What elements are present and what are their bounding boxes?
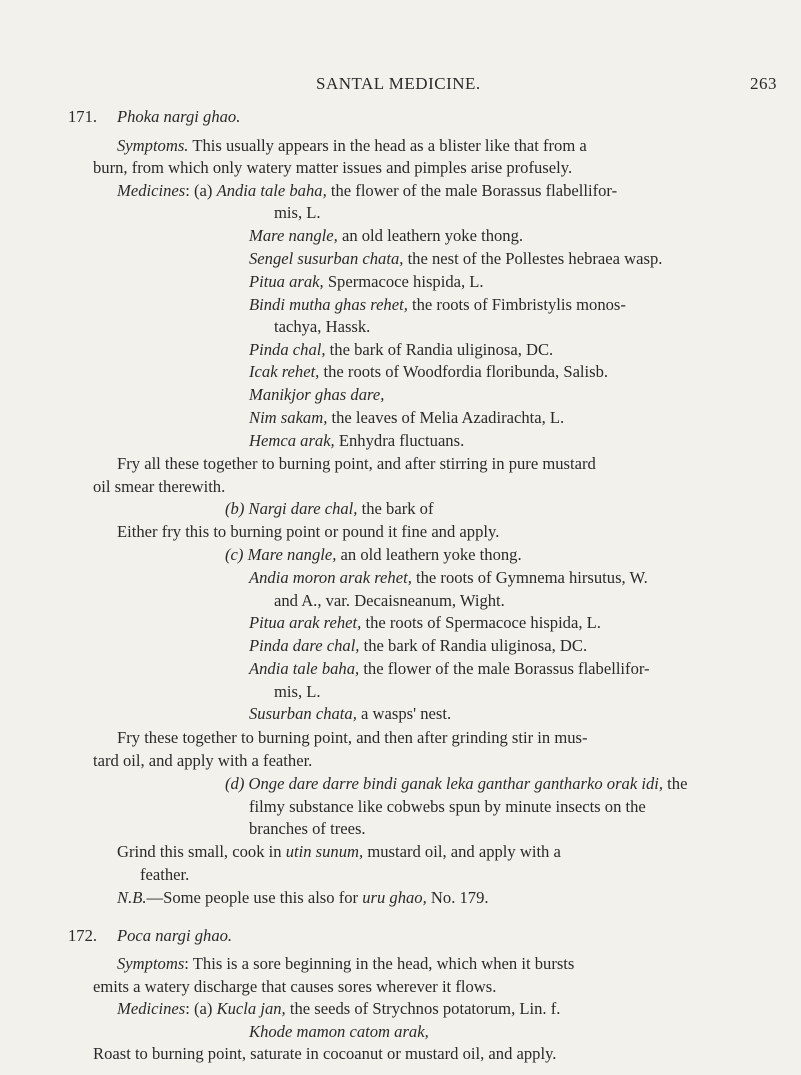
paragraph-line: feather. bbox=[140, 865, 190, 884]
medicine-line: Sengel susurban chata, the nest of the Pollestes hebraea wasp. bbox=[249, 249, 663, 268]
medicine-line: Medicines: (a) Kucla jan, the seeds of Strychnos potatorum, Lin. f. bbox=[117, 999, 561, 1018]
medicine-line: mis, L. bbox=[274, 682, 321, 701]
medicine-line: branches of trees. bbox=[249, 819, 366, 838]
medicine-line: Pitua arak rehet, the roots of Spermacoce hispida, L. bbox=[249, 613, 601, 632]
paragraph-line: Roast to burning point, saturate in cocoanut or mustard oil, and apply. bbox=[93, 1044, 557, 1063]
medicines-label: Medicines bbox=[117, 999, 186, 1018]
medicine-line: Manikjor ghas dare, bbox=[249, 385, 385, 404]
running-header bbox=[0, 74, 801, 96]
medicine-line: Susurban chata, a wasps' nest. bbox=[249, 704, 452, 723]
medicine-line: Pinda dare chal, the bark of Randia uliginosa, DC. bbox=[249, 636, 588, 655]
paragraph-line: tard oil, and apply with a feather. bbox=[93, 751, 313, 770]
medicine-line: Medicines: (a) Andia tale baha, the flower of the male Borassus flabellifor- bbox=[117, 181, 618, 200]
paragraph-line: oil smear therewith. bbox=[93, 477, 226, 496]
page-number: 263 bbox=[750, 74, 777, 93]
medicine-line: Mare nangle, an old leathern yoke thong. bbox=[249, 226, 524, 245]
medicine-line: mis, L. bbox=[274, 203, 321, 222]
medicine-line: filmy substance like cobwebs spun by minute insects on the bbox=[249, 797, 646, 816]
medicine-line: Pitua arak, Spermacoce hispida, L. bbox=[249, 272, 484, 291]
paragraph-line: Symptoms. This usually appears in the head as a blister like that from a bbox=[117, 136, 587, 155]
entry-number: 172. bbox=[68, 926, 98, 945]
paragraph-line: Symptoms: This is a sore beginning in the head, which when it bursts bbox=[117, 954, 575, 973]
paragraph-line: Fry these together to burning point, and then after grinding stir in mus- bbox=[117, 728, 588, 747]
medicine-line: Icak rehet, the roots of Woodfordia floribunda, Salisb. bbox=[249, 362, 609, 381]
medicines-label: Medicines bbox=[117, 181, 186, 200]
medicine-line: Bindi mutha ghas rehet, the roots of Fimbristylis monos- bbox=[249, 295, 626, 314]
paragraph-line: Fry all these together to burning point, and after stirring in pure mustard bbox=[117, 454, 596, 473]
header-title: SANTAL MEDICINE. bbox=[316, 74, 481, 93]
medicine-line: Hemca arak, Enhydra fluctuans. bbox=[249, 431, 465, 450]
medicine-line: Khode mamon catom arak, bbox=[249, 1022, 429, 1041]
paragraph-line: burn, from which only watery matter issues and pimples arise profusely. bbox=[93, 158, 573, 177]
paragraph-line: Either fry this to burning point or pound it fine and apply. bbox=[117, 522, 500, 541]
medicine-line: (d) Onge dare darre bindi ganak leka ganthar gantharko orak idi, the bbox=[225, 774, 688, 793]
paragraph-line: emits a watery discharge that causes sores wherever it flows. bbox=[93, 977, 497, 996]
symptoms-label: Symptoms. bbox=[117, 136, 189, 155]
medicine-line: Andia moron arak rehet, the roots of Gymnema hirsutus, W. bbox=[249, 568, 648, 587]
medicine-line: (b) Nargi dare chal, the bark of bbox=[225, 499, 434, 518]
entry-number: 171. bbox=[68, 107, 98, 126]
medicine-line: tachya, Hassk. bbox=[274, 317, 371, 336]
medicine-line: Nim sakam, the leaves of Melia Azadirachta, L. bbox=[249, 408, 565, 427]
entry-title: Poca nargi ghao. bbox=[117, 926, 233, 945]
entry-title: Phoka nargi ghao. bbox=[117, 107, 241, 126]
symptoms-label: Symptoms bbox=[117, 954, 185, 973]
note-line: N.B.—Some people use this also for uru ghao, No. 179. bbox=[117, 888, 489, 907]
medicine-line: Pinda chal, the bark of Randia uliginosa, DC. bbox=[249, 340, 554, 359]
medicine-line: and A., var. Decaisneanum, Wight. bbox=[274, 591, 505, 610]
paragraph-line: Grind this small, cook in utin sunum, mustard oil, and apply with a bbox=[117, 842, 561, 861]
medicine-line: (c) Mare nangle, an old leathern yoke thong. bbox=[225, 545, 522, 564]
medicine-line: Andia tale baha, the flower of the male Borassus flabellifor- bbox=[249, 659, 650, 678]
